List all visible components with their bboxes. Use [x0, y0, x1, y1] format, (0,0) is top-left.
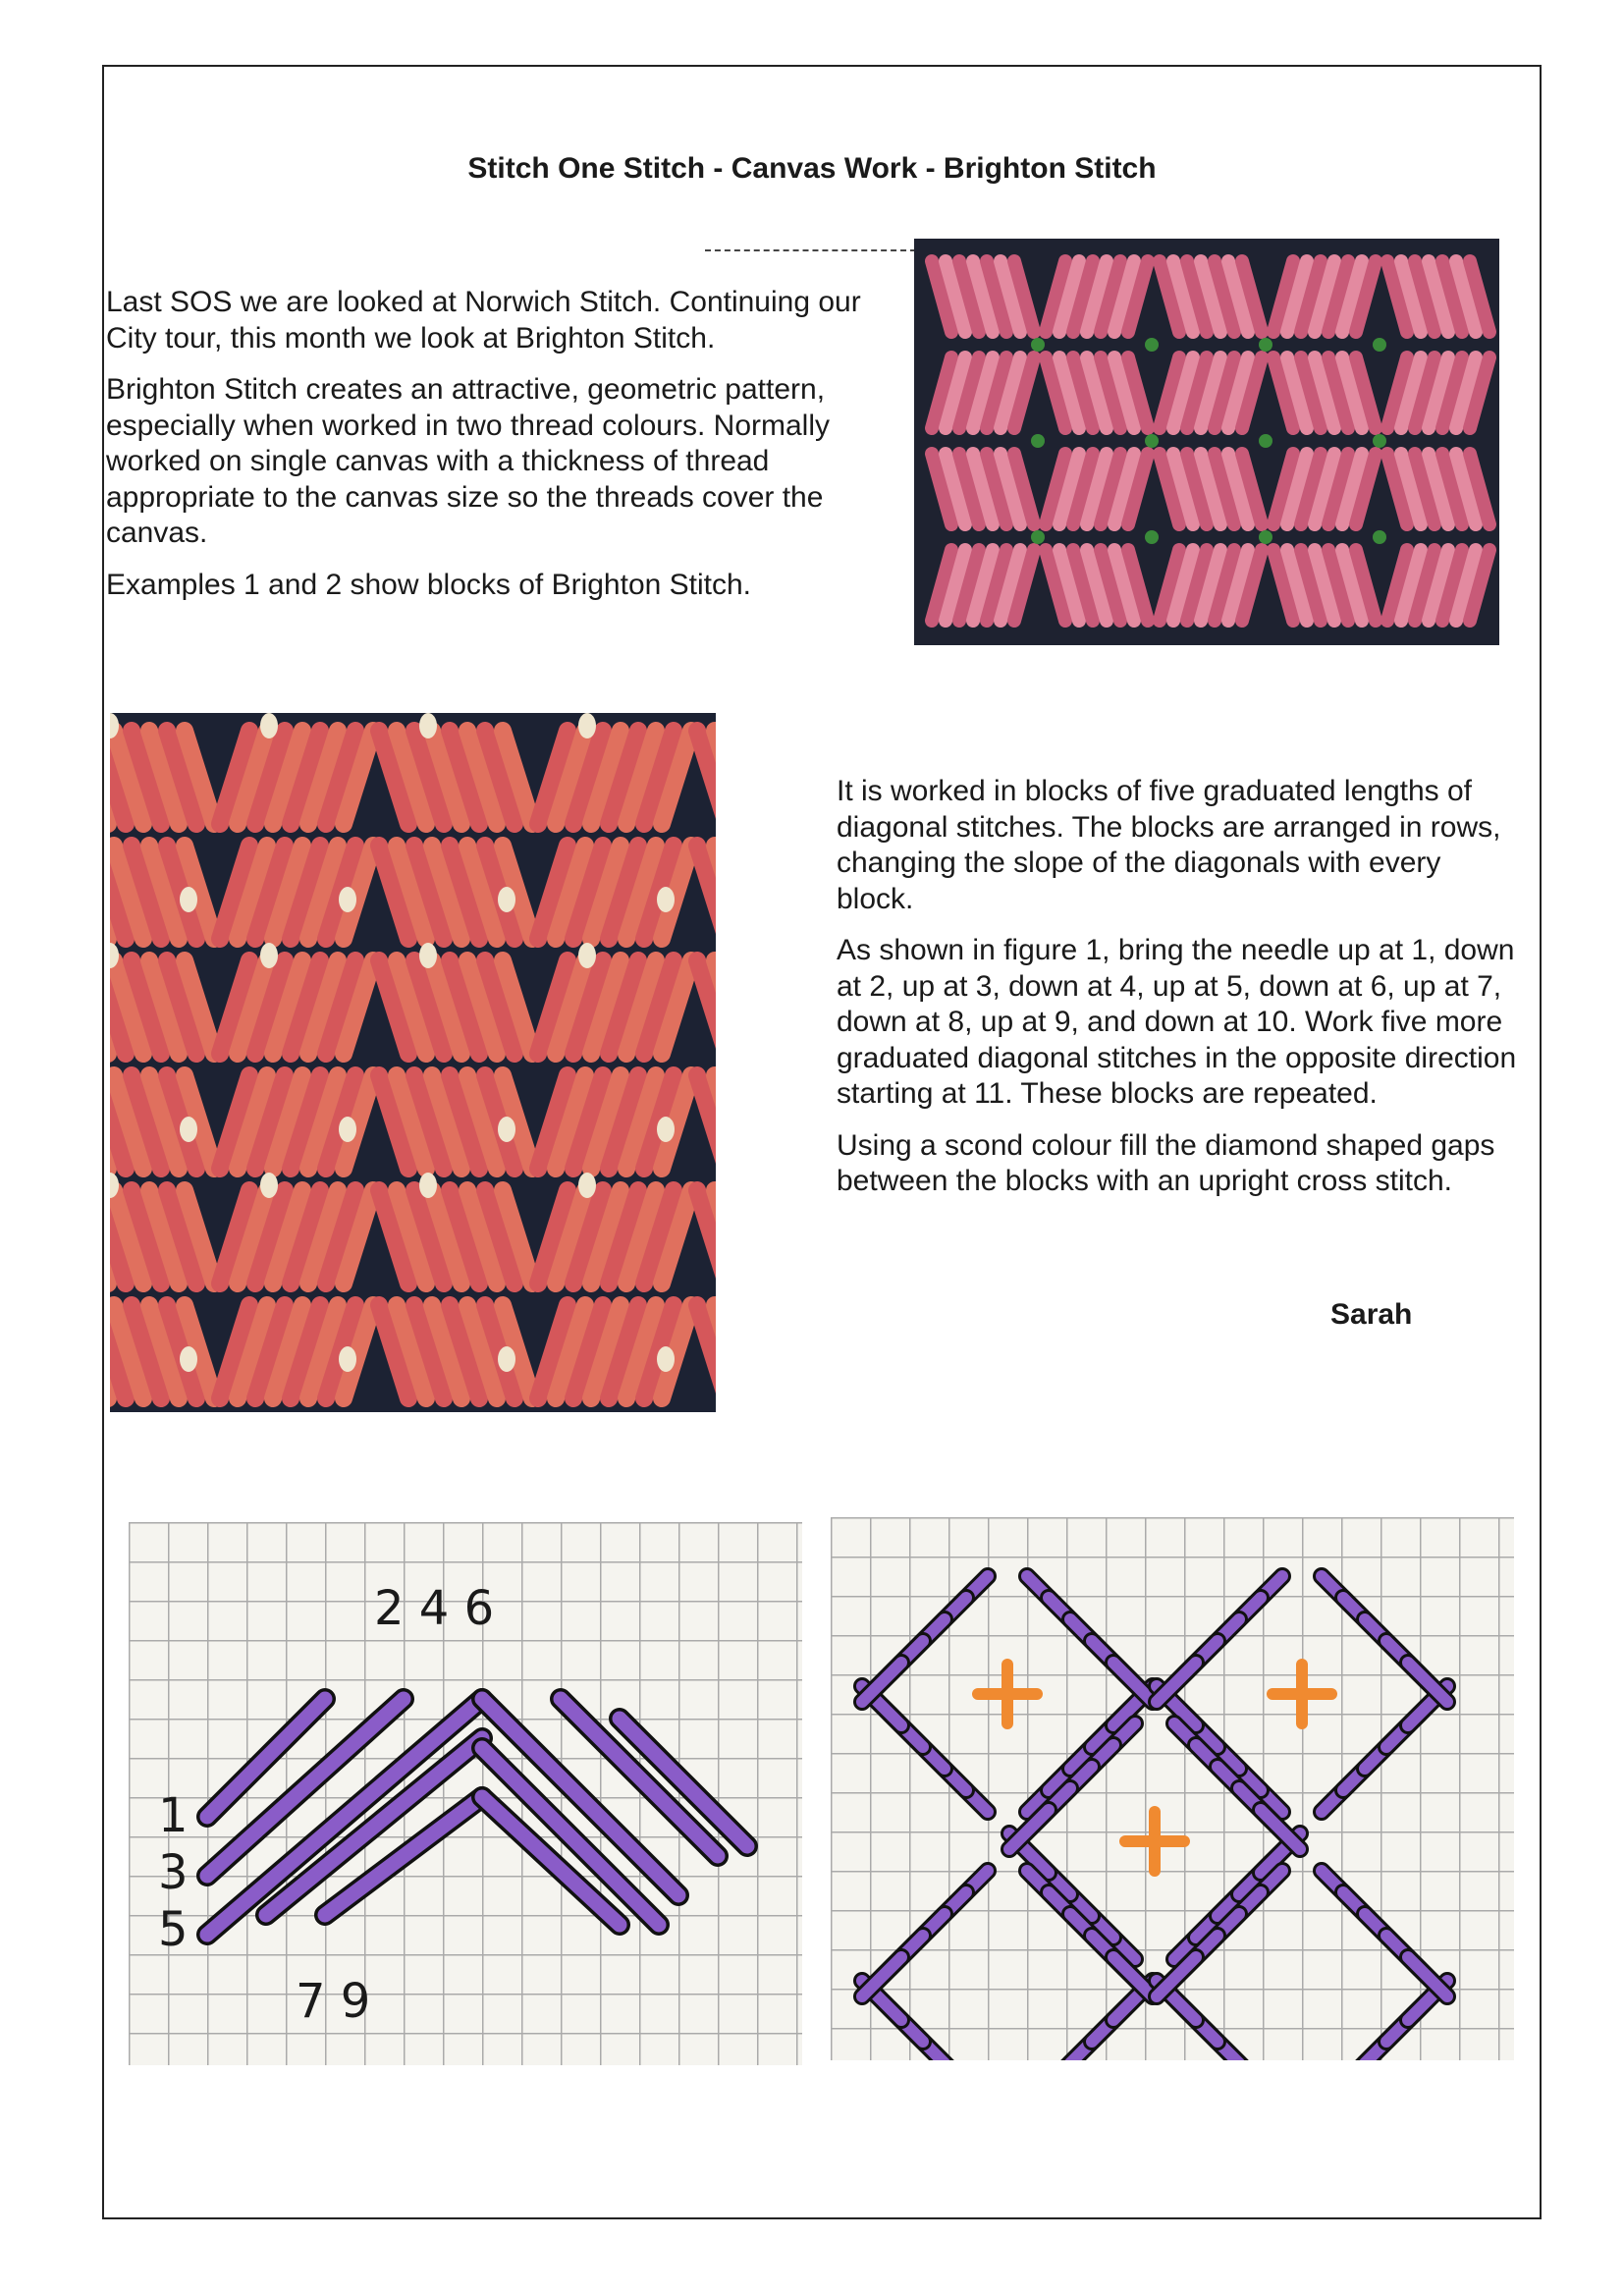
- stitch-block: [538, 960, 691, 1054]
- stitch-block: [110, 846, 214, 939]
- cross-stitch: [260, 713, 278, 738]
- stitch-block: [220, 731, 373, 824]
- page-title: Stitch One Stitch - Canvas Work - Brighton Stitch: [467, 152, 1157, 185]
- stitch-block: [1160, 261, 1262, 332]
- cross-stitch: [180, 887, 197, 912]
- stitch-block: [932, 454, 1034, 524]
- cross-stitch: [419, 943, 437, 968]
- cross-stitch: [657, 887, 675, 912]
- cross-stitch: [578, 1173, 596, 1198]
- cross-stitch: [1373, 530, 1386, 544]
- cross-stitch: [657, 1346, 675, 1372]
- stitch-block: [1387, 454, 1489, 524]
- body-paragraph: It is worked in blocks of five graduated lengths of diagonal stitches. The blocks are arranged in rows, changing the slope of the diagonals with every block.: [837, 775, 1501, 915]
- label-top: 2 4 6: [374, 1581, 495, 1636]
- example-2-photo: [110, 713, 716, 1412]
- stitch-block: [220, 1190, 373, 1284]
- cross-stitch: [1259, 338, 1272, 352]
- stitch-block: [1273, 550, 1376, 621]
- figure-2-diagram: [831, 1517, 1514, 2060]
- stitch-block: [1046, 454, 1148, 524]
- stitch-block: [1046, 357, 1148, 428]
- cross-stitch: [180, 1346, 197, 1372]
- stitch-block: [697, 1305, 716, 1398]
- stitch-block: [1273, 454, 1376, 524]
- instructions-text: [837, 774, 1524, 1216]
- intro-paragraph: Examples 1 and 2 show blocks of Brighton Stitch.: [106, 568, 752, 601]
- stitch-block: [697, 846, 716, 939]
- cross-stitch: [260, 943, 278, 968]
- stitch-block: [1387, 261, 1489, 332]
- stitch-block: [932, 357, 1034, 428]
- stitch-block: [1160, 454, 1262, 524]
- stitch-block: [538, 1190, 691, 1284]
- stitch-block: [1387, 357, 1489, 428]
- cross-stitch: [657, 1117, 675, 1142]
- stitch-block: [1273, 357, 1376, 428]
- body-paragraph: Using a scond colour fill the diamond shaped gaps between the blocks with an upright cross stitch.: [837, 1128, 1495, 1197]
- cross-stitch: [260, 1173, 278, 1198]
- cross-stitch: [419, 1173, 437, 1198]
- cross-stitch: [498, 1346, 515, 1372]
- cross-stitch: [1031, 530, 1045, 544]
- cross-stitch: [180, 1117, 197, 1142]
- cross-stitch: [1031, 434, 1045, 448]
- stitch-block: [379, 1190, 532, 1284]
- cross-stitch: [1373, 434, 1386, 448]
- stitch-block: [932, 261, 1034, 332]
- stitch-block: [697, 1190, 716, 1284]
- label-5: 5: [158, 1902, 189, 1957]
- stitch-block: [1160, 550, 1262, 621]
- stitch-block: [379, 731, 532, 824]
- dashed-line: [705, 249, 916, 251]
- body-paragraph: As shown in figure 1, bring the needle up at 1, down at 2, up at 3, down at 4, up at 5, down at 6, up at 7, down at 8, up at 9, and down at 10. Work five more graduated diagonal stitches in the opposite direction starting at 11. These blocks are repeated.: [837, 934, 1517, 1110]
- stitch-block: [697, 960, 716, 1054]
- figure-1-diagram: [129, 1522, 802, 2065]
- stitch-block: [220, 960, 373, 1054]
- stitch-block: [1046, 261, 1148, 332]
- cross-stitch: [1145, 434, 1159, 448]
- cross-stitch: [339, 1117, 356, 1142]
- cross-stitch: [339, 887, 356, 912]
- cross-stitch: [1373, 338, 1386, 352]
- label-left: [158, 1787, 189, 1958]
- stitch-block: [697, 1075, 716, 1169]
- cross-stitch: [1031, 338, 1045, 352]
- stitch-block: [538, 731, 691, 824]
- label-1: 1: [158, 1788, 189, 1843]
- cross-stitch: [339, 1346, 356, 1372]
- stitch-block: [1387, 550, 1489, 621]
- cross-stitch: [578, 713, 596, 738]
- stitch-block: [110, 960, 214, 1054]
- cross-stitch: [1145, 338, 1159, 352]
- stitch-block: [1046, 550, 1148, 621]
- cross-stitch: [1259, 434, 1272, 448]
- stitch-block: [932, 550, 1034, 621]
- stitch-block: [1160, 357, 1262, 428]
- intro-paragraph: Brighton Stitch creates an attractive, geometric pattern, especially when worked in two thread colours. Normally worked on single canvas with a thickness of thread appropriate to the canvas size so the threads cover the canvas.: [106, 373, 830, 549]
- stitch-block: [110, 1305, 214, 1398]
- label-3: 3: [158, 1845, 189, 1900]
- label-bottom: 7 9: [296, 1974, 371, 2029]
- stitch-block: [110, 1075, 214, 1169]
- cross-stitch: [498, 1117, 515, 1142]
- intro-paragraph: Last SOS we are looked at Norwich Stitch. Continuing our City tour, this month we look at Brighton Stitch.: [106, 286, 861, 355]
- stitch-block: [110, 731, 214, 824]
- cross-stitch: [498, 887, 515, 912]
- stitch-block: [1273, 261, 1376, 332]
- signature: Sarah: [1330, 1298, 1413, 1331]
- example-1-photo: [914, 239, 1499, 645]
- stitch-block: [110, 1190, 214, 1284]
- cross-stitch: [1145, 530, 1159, 544]
- stitch-line: [561, 1699, 718, 1856]
- cross-stitch: [1259, 530, 1272, 544]
- cross-stitch: [578, 943, 596, 968]
- stitch-block: [697, 731, 716, 824]
- intro-text: [106, 285, 872, 619]
- cross-stitch: [419, 713, 437, 738]
- stitch-block: [379, 960, 532, 1054]
